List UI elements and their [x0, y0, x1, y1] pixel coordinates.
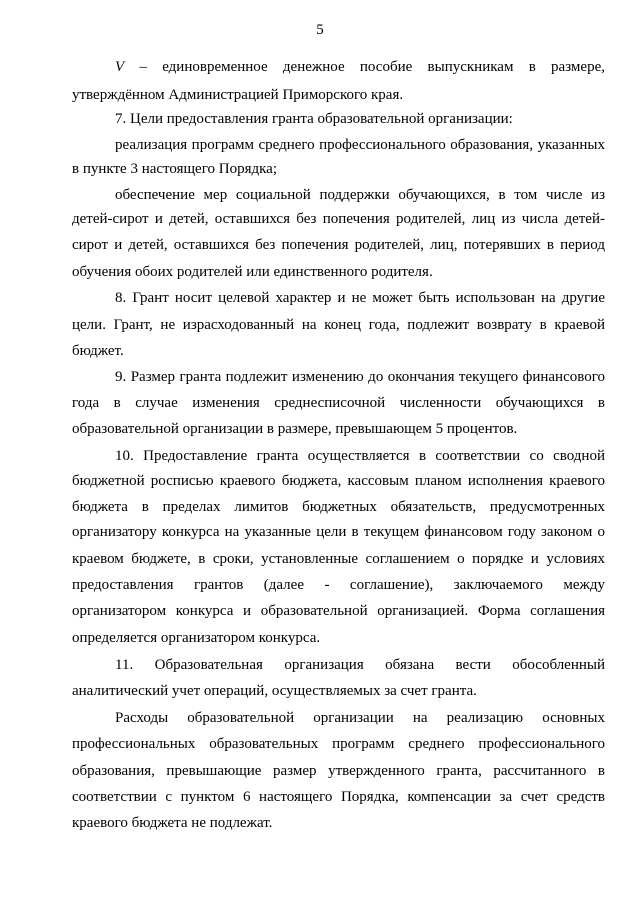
text-line: в пункте 3 настоящего Порядка;: [72, 161, 277, 177]
text-line: года в случае изменения среднесписочной численности обучающихся в: [72, 395, 605, 411]
text-line: [115, 57, 605, 77]
text-line: образовательной организации в размере, превышающем 5 процентов.: [72, 421, 518, 437]
page-number: 5: [316, 22, 324, 38]
text-line: 10. Предоставление гранта осуществляется в соответствии со сводной: [115, 448, 605, 464]
text-line: детей-сирот и детей, оставшихся без попечения родителей, лиц из числа детей-: [72, 211, 605, 227]
text-line: 7. Цели предоставления гранта образовательной организации:: [115, 111, 513, 127]
text-line: предоставления грантов (далее - соглашение), заключаемого между: [72, 577, 605, 593]
text-line: обучения обоих родителей или единственного родителя.: [72, 264, 433, 280]
text-line: краевом бюджете, в сроки, установленные соглашением о порядке и условиях: [72, 551, 605, 567]
text-line: соответствии с пунктом 6 настоящего Порядка, компенсации за счет средств: [72, 789, 605, 805]
text-line: образования, превышающие размер утвержденного гранта, рассчитанного в: [72, 763, 605, 779]
text-line: сирот и детей, оставшихся без попечения родителей, лиц, потерявших в период: [72, 237, 605, 253]
text-line: утверждённом Администрацией Приморского края.: [72, 87, 404, 103]
line-text: – единовременное денежное пособие выпускникам в размере,: [124, 59, 605, 75]
text-line: организатором конкурса и образовательной организацией. Форма соглашения: [72, 603, 605, 619]
text-line: бюджет.: [72, 343, 124, 359]
text-line: профессиональных образовательных программ среднего профессионального: [72, 736, 605, 752]
text-line: бюджета в пределах лимитов бюджетных обязательств, предусмотренных: [72, 499, 605, 515]
text-line: бюджетной росписью краевого бюджета, кассовым планом исполнения краевого: [72, 473, 605, 489]
text-line: реализация программ среднего профессионального образования, указанных: [115, 137, 605, 153]
text-line: 9. Размер гранта подлежит изменению до окончания текущего финансового: [115, 369, 605, 385]
text-line: аналитический учет операций, осуществляемых за счет гранта.: [72, 683, 477, 699]
variable-symbol: V: [115, 59, 125, 75]
text-line: 8. Грант носит целевой характер и не может быть использован на другие: [115, 290, 605, 306]
text-line: Расходы образовательной организации на реализацию основных: [115, 710, 605, 726]
text-line: цели. Грант, не израсходованный на конец года, подлежит возврату в краевой: [72, 317, 605, 333]
text-line: 11. Образовательная организация обязана вести обособленный: [115, 657, 605, 673]
text-line: определяется организатором конкурса.: [72, 630, 321, 646]
text-line: организатору конкурса на указанные цели в текущем финансовом году законом о: [72, 524, 605, 540]
text-line: краевого бюджета не подлежат.: [72, 815, 273, 831]
text-line: обеспечение мер социальной поддержки обучающихся, в том числе из: [115, 187, 605, 203]
